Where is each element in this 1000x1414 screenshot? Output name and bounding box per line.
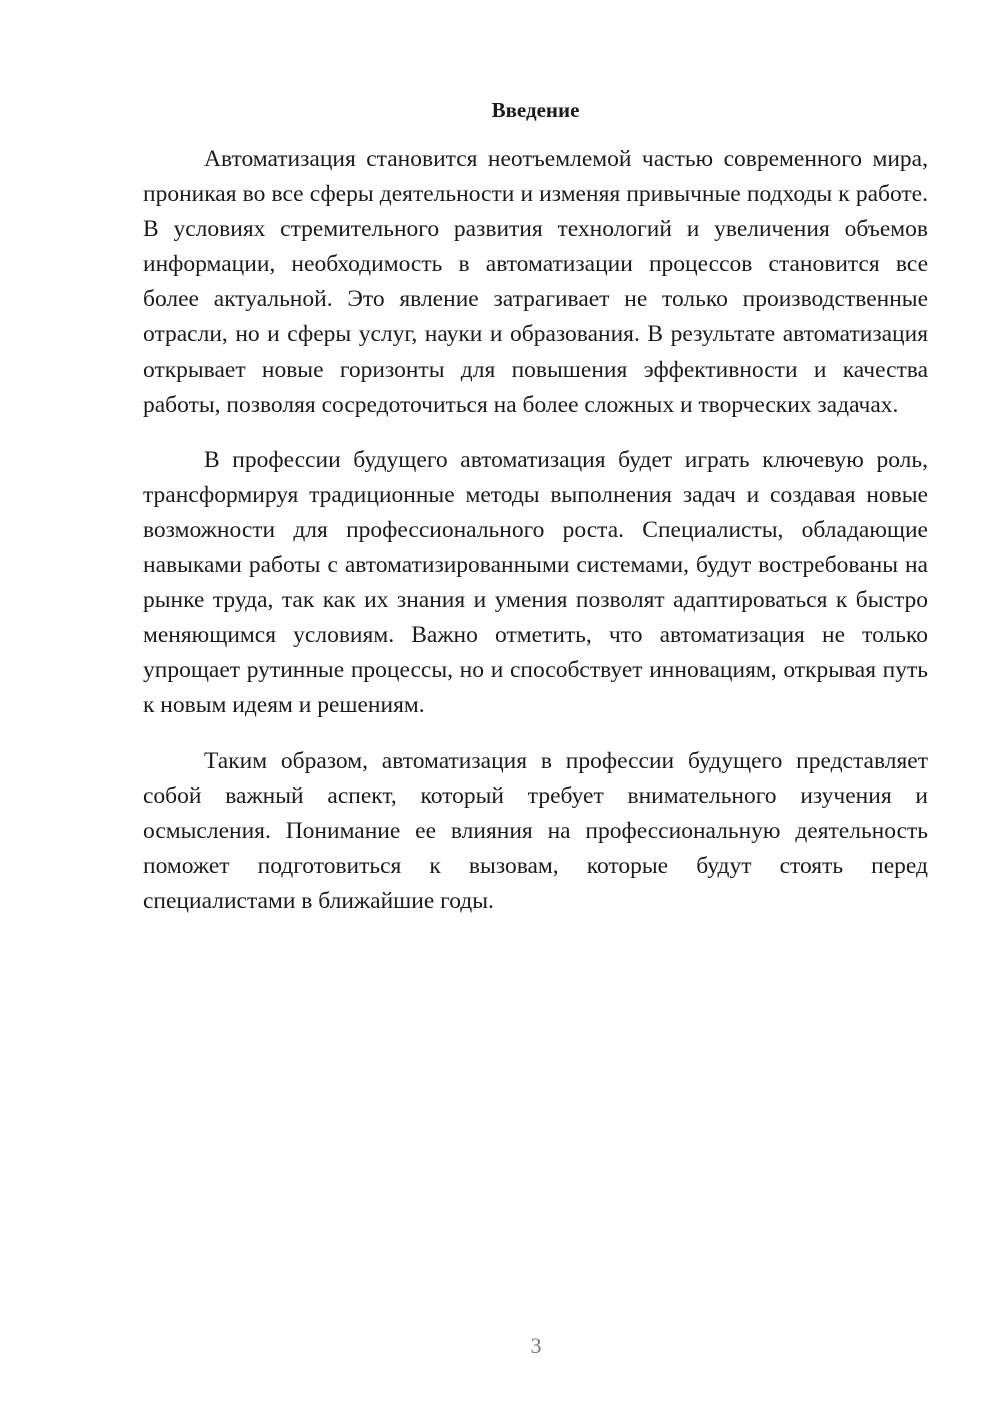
page-number: 3 [530,1333,542,1358]
paragraph-future-profession: В профессии будущего автоматизация будет играть ключевую роль, трансформируя традиционные методы выполнения задач и создавая новые возможности для профессионального роста. Специалисты, обладающие навыками работы с автоматизированными системами, будут востребованы на рынке труда, так как их знания и умения позволят адаптироваться к быстро меняющимся условиям. Важно отметить, что автоматизация не только упрощает рутинные процессы, но и способствует инновациям, открывая путь к новым идеям и решениям. [143,446,928,719]
section-heading: Введение [491,98,580,122]
body-text [143,142,928,939]
paragraph-intro: Автоматизация становится неотъемлемой частью современного мира, проникая во все сферы деятельности и изменяя привычные подходы к работе. В условиях стремительного развития технологий и увеличения объемов информации, необходимость в автоматизации процессов становится все более актуальной. Это явление затрагивает не только производственные отрасли, но и сферы услуг, науки и образования. В результате автоматизация открывает новые горизонты для повышения эффективности и качества работы, позволяя сосредоточиться на более сложных и творческих задачах. [143,146,928,418]
paragraph-conclusion: Таким образом, автоматизация в профессии будущего представляет собой важный аспект, который требует внимательного изучения и осмысления. Понимание ее влияния на профессиональную деятельность поможет подготовиться к вызовам, которые будут стоять перед специалистами в ближайшие годы. [143,747,928,914]
